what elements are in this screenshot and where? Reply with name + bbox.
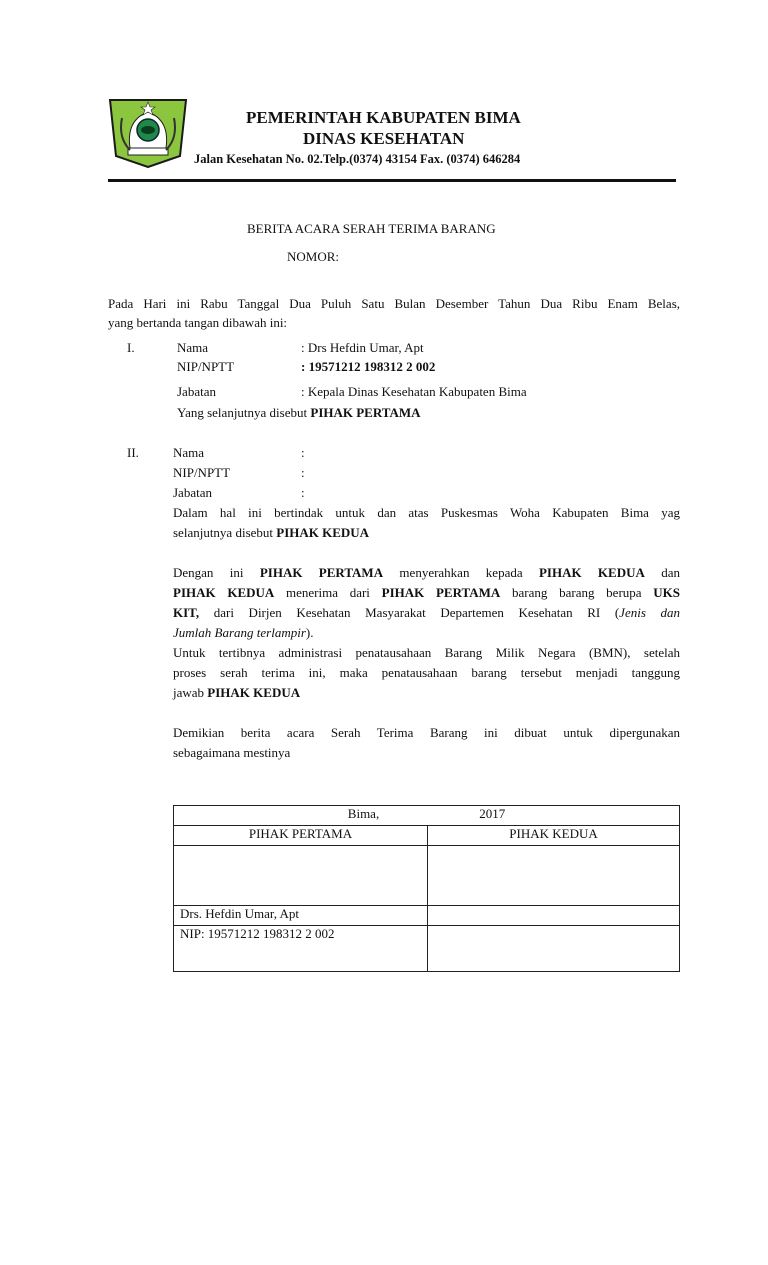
position-value: : Kepala Dinas Kesehatan Kabupaten Bima — [301, 384, 527, 399]
position-label: Jabatan — [177, 384, 216, 399]
party-one-header: PIHAK PERTAMA — [174, 826, 428, 846]
party-one-signature-area — [174, 846, 428, 906]
text-line — [173, 505, 680, 521]
name-label: Nama — [177, 340, 209, 355]
text-segment: barang barang berupa — [500, 585, 654, 600]
text-line — [173, 745, 680, 761]
text-segment: ). — [305, 625, 314, 640]
party-two-name — [428, 906, 680, 926]
text-line — [173, 605, 680, 621]
document-title: BERITA ACARA SERAH TERIMA BARANG — [247, 221, 496, 236]
text-segment: Jumlah Barang terlampir — [173, 625, 306, 640]
nip-value: : — [301, 465, 305, 480]
party-one-number: I. — [127, 340, 135, 355]
nip-label: NIP/NPTT — [177, 359, 235, 374]
text-line — [173, 685, 680, 701]
text-segment: sebagaimana mestinya — [173, 745, 291, 760]
text-line — [173, 565, 680, 581]
text-line — [173, 525, 680, 541]
text-line — [173, 585, 680, 601]
text-line — [108, 296, 680, 312]
year: 2017 — [479, 806, 506, 821]
party-two-header: PIHAK KEDUA — [428, 826, 680, 846]
reference-text: Yang selanjutnya disebut — [177, 405, 311, 420]
document-number: NOMOR: — [287, 249, 340, 264]
letterhead-divider — [108, 179, 676, 182]
letterhead-government: PEMERINTAH KABUPATEN BIMA — [246, 108, 521, 127]
reference-name: PIHAK PERTAMA — [310, 405, 421, 420]
party-two-number: II. — [127, 445, 139, 460]
text-segment: KIT, — [173, 605, 200, 620]
text-segment: menyerahkan kepada — [383, 565, 539, 580]
party-one-name: Drs. Hefdin Umar, Apt — [174, 906, 428, 926]
text-segment: UKS — [653, 585, 681, 600]
text-segment: PIHAK KEDUA — [207, 685, 301, 700]
nip-label: NIP/NPTT — [173, 465, 231, 480]
party-two-signature-area — [428, 846, 680, 906]
signature-table — [173, 805, 680, 972]
text-segment: PIHAK PERTAMA — [259, 565, 384, 580]
text-line — [173, 645, 680, 661]
text-segment: dari Dirjen Kesehatan Masyarakat Departemen Kesehatan RI ( — [199, 605, 620, 620]
name-value: : Drs Hefdin Umar, Apt — [301, 340, 424, 355]
text-segment: Dalam hal ini bertindak untuk dan atas Puskesmas Woha Kabupaten Bima yag — [173, 505, 680, 520]
nip-value: : 19571212 198312 2 002 — [301, 359, 436, 374]
text-segment: Jenis dan — [619, 605, 680, 620]
party-two-nip — [428, 926, 680, 972]
text-line — [173, 725, 680, 741]
place-date-cell — [174, 806, 680, 826]
letterhead-address: Jalan Kesehatan No. 02.Telp.(0374) 43154 Fax. (0374) 646284 — [194, 152, 521, 166]
text-segment: proses serah terima ini, maka penatausahaan barang tersebut menjadi tanggung — [173, 665, 680, 680]
text-segment: PIHAK KEDUA — [173, 585, 275, 600]
text-segment: yang bertanda tangan dibawah ini: — [108, 315, 288, 330]
text-line — [108, 315, 680, 331]
kabupaten-bima-logo — [108, 98, 188, 168]
text-segment: Untuk tertibnya administrasi penatausahaan Barang Milik Negara (BMN), setelah — [173, 645, 680, 660]
text-segment: PIHAK KEDUA — [276, 525, 370, 540]
text-segment: dan — [644, 565, 680, 580]
letterhead-department: DINAS KESEHATAN — [303, 129, 465, 148]
text-segment: menerima dari — [274, 585, 382, 600]
party-one-nip: NIP: 19571212 198312 2 002 — [174, 926, 428, 972]
position-value: : — [301, 485, 305, 500]
text-segment: selanjutnya disebut — [173, 525, 277, 540]
position-label: Jabatan — [173, 485, 212, 500]
text-segment: Demikian berita acara Serah Terima Barang ini dibuat untuk dipergunakan — [173, 725, 680, 740]
text-segment: Dengan ini — [173, 565, 260, 580]
text-segment: Pada Hari ini Rabu Tanggal Dua Puluh Satu Bulan Desember Tahun Dua Ribu Enam Belas, — [108, 296, 680, 311]
place: Bima, — [347, 806, 380, 821]
text-line — [173, 625, 680, 641]
text-segment: PIHAK PERTAMA — [381, 585, 501, 600]
text-line — [173, 665, 680, 681]
name-label: Nama — [173, 445, 205, 460]
text-segment: jawab — [173, 685, 208, 700]
text-segment: PIHAK KEDUA — [538, 565, 645, 580]
name-value: : — [301, 445, 305, 460]
party-one-reference — [177, 405, 421, 421]
